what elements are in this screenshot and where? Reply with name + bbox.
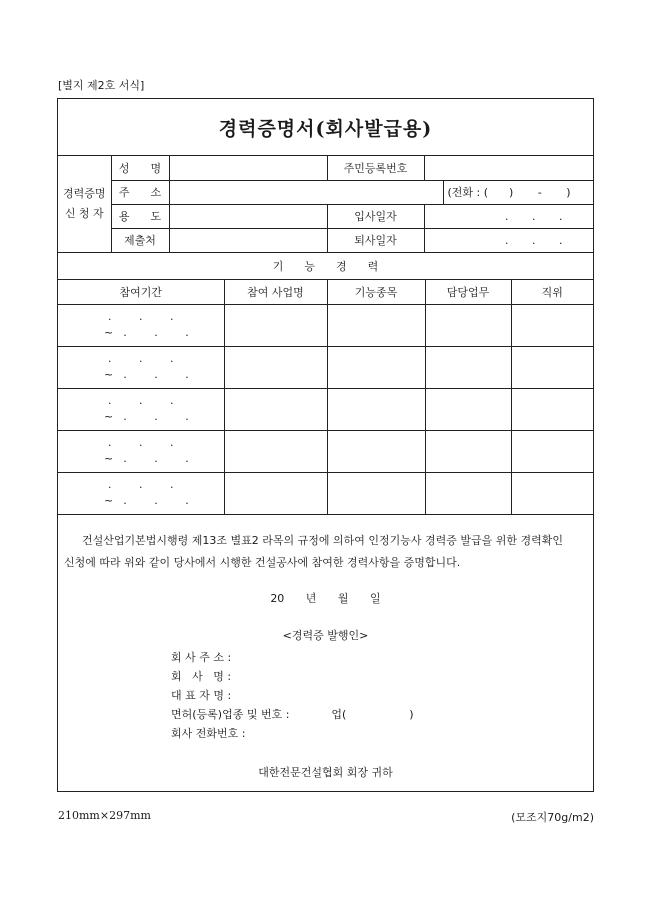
period-end: . . . xyxy=(123,494,201,507)
certification-statement xyxy=(64,530,589,574)
duty-cell[interactable] xyxy=(425,346,511,388)
issuer-company-address[interactable]: 회 사 주 소 : xyxy=(171,651,232,664)
certification-text: 건설산업기본법시행령 제13조 별표2 라목의 규정에 의하여 인정기능사 경력증 발급을 위한 경력확인 신청에 따라 위와 같이 당사에서 시행한 건설공사에 참여한 경력사항을 증명합니다. xyxy=(64,534,563,569)
leave-date-label: 퇴사일자 xyxy=(327,228,424,252)
skill-cell[interactable] xyxy=(327,388,425,430)
period-start: . . . xyxy=(108,352,186,365)
col-header-period: 참여기간 xyxy=(58,279,224,304)
period-tilde: ~ xyxy=(104,452,114,465)
period-start: . . . xyxy=(108,310,186,323)
hire-date-label: 입사일자 xyxy=(327,204,424,228)
table-row xyxy=(58,304,593,346)
period-cell[interactable] xyxy=(58,388,224,430)
position-cell[interactable] xyxy=(511,388,593,430)
resident-no-value[interactable] xyxy=(424,156,593,180)
submit-to-value[interactable] xyxy=(169,228,327,252)
hire-date-value[interactable] xyxy=(424,204,593,228)
issuer-company-name[interactable]: 회 사 명 : xyxy=(171,670,232,683)
project-cell[interactable] xyxy=(224,472,327,514)
paper-type: (모조지70g/m2) xyxy=(511,811,594,824)
hire-date-placeholder: . . . xyxy=(505,209,573,223)
project-cell[interactable] xyxy=(224,430,327,472)
career-table xyxy=(58,254,593,515)
period-start: . . . xyxy=(108,436,186,449)
duty-cell[interactable] xyxy=(425,304,511,346)
skill-cell[interactable] xyxy=(327,472,425,514)
position-cell[interactable] xyxy=(511,346,593,388)
period-end: . . . xyxy=(123,326,201,339)
project-cell[interactable] xyxy=(224,388,327,430)
name-label: 성 명 xyxy=(111,156,169,180)
col-header-skill: 기능종목 xyxy=(327,279,425,304)
resident-no-label: 주민등록번호 xyxy=(327,156,424,180)
career-section-title: 기 능 경 력 xyxy=(58,254,593,279)
leave-date-placeholder: . . . xyxy=(505,233,573,247)
period-start: . . . xyxy=(108,478,186,491)
skill-cell[interactable] xyxy=(327,430,425,472)
name-value[interactable] xyxy=(169,156,327,180)
col-header-position: 직위 xyxy=(511,279,593,304)
title-row xyxy=(58,99,593,156)
period-tilde: ~ xyxy=(104,326,114,339)
period-cell[interactable] xyxy=(58,304,224,346)
period-cell[interactable] xyxy=(58,472,224,514)
purpose-value[interactable] xyxy=(169,204,327,228)
addressee: 대한전문건설협회 회장 귀하 xyxy=(258,766,393,779)
applicant-group-label-line1: 경력증명 xyxy=(62,186,106,200)
period-start: . . . xyxy=(108,394,186,407)
table-row xyxy=(58,430,593,472)
issuer-license[interactable]: 면허(등록)업종 및 번호 : 업( ) xyxy=(171,708,414,721)
period-tilde: ~ xyxy=(104,410,114,423)
project-cell[interactable] xyxy=(224,346,327,388)
skill-cell[interactable] xyxy=(327,346,425,388)
address-label: 주 소 xyxy=(111,180,169,204)
issuer-phone[interactable]: 회사 전화번호 : xyxy=(171,727,246,740)
period-tilde: ~ xyxy=(104,368,114,381)
certificate-form xyxy=(57,98,594,792)
project-cell[interactable] xyxy=(224,304,327,346)
period-tilde: ~ xyxy=(104,494,114,507)
applicant-group-label-line2: 신 청 자 xyxy=(64,206,104,220)
period-cell[interactable] xyxy=(58,430,224,472)
table-row xyxy=(58,388,593,430)
position-cell[interactable] xyxy=(511,472,593,514)
col-header-duty: 담당업무 xyxy=(425,279,511,304)
period-cell[interactable] xyxy=(58,346,224,388)
issuer-representative[interactable]: 대 표 자 명 : xyxy=(171,689,232,702)
form-title: 경력증명서(회사발급용) xyxy=(218,117,433,140)
period-end: . . . xyxy=(123,368,201,381)
skill-cell[interactable] xyxy=(327,304,425,346)
period-end: . . . xyxy=(123,410,201,423)
issuer-fields xyxy=(171,648,414,743)
table-row xyxy=(58,472,593,514)
position-cell[interactable] xyxy=(511,430,593,472)
phone-field[interactable]: (전화 : ( ) - ) xyxy=(443,180,593,204)
period-end: . . . xyxy=(123,452,201,465)
form-label: [별지 제2호 서식] xyxy=(58,79,145,92)
position-cell[interactable] xyxy=(511,304,593,346)
applicant-group-label xyxy=(58,156,111,252)
paper-size: 210mm×297mm xyxy=(58,809,151,822)
duty-cell[interactable] xyxy=(425,472,511,514)
applicant-table xyxy=(58,156,593,253)
issue-date-line[interactable]: 20 년 월 일 xyxy=(270,592,381,605)
leave-date-value[interactable] xyxy=(424,228,593,252)
col-header-project: 참여 사업명 xyxy=(224,279,327,304)
purpose-label: 용 도 xyxy=(111,204,169,228)
address-value[interactable] xyxy=(169,180,443,204)
duty-cell[interactable] xyxy=(425,430,511,472)
table-row xyxy=(58,346,593,388)
submit-to-label: 제출처 xyxy=(111,228,169,252)
duty-cell[interactable] xyxy=(425,388,511,430)
issuer-title: <경력증 발행인> xyxy=(282,629,369,642)
